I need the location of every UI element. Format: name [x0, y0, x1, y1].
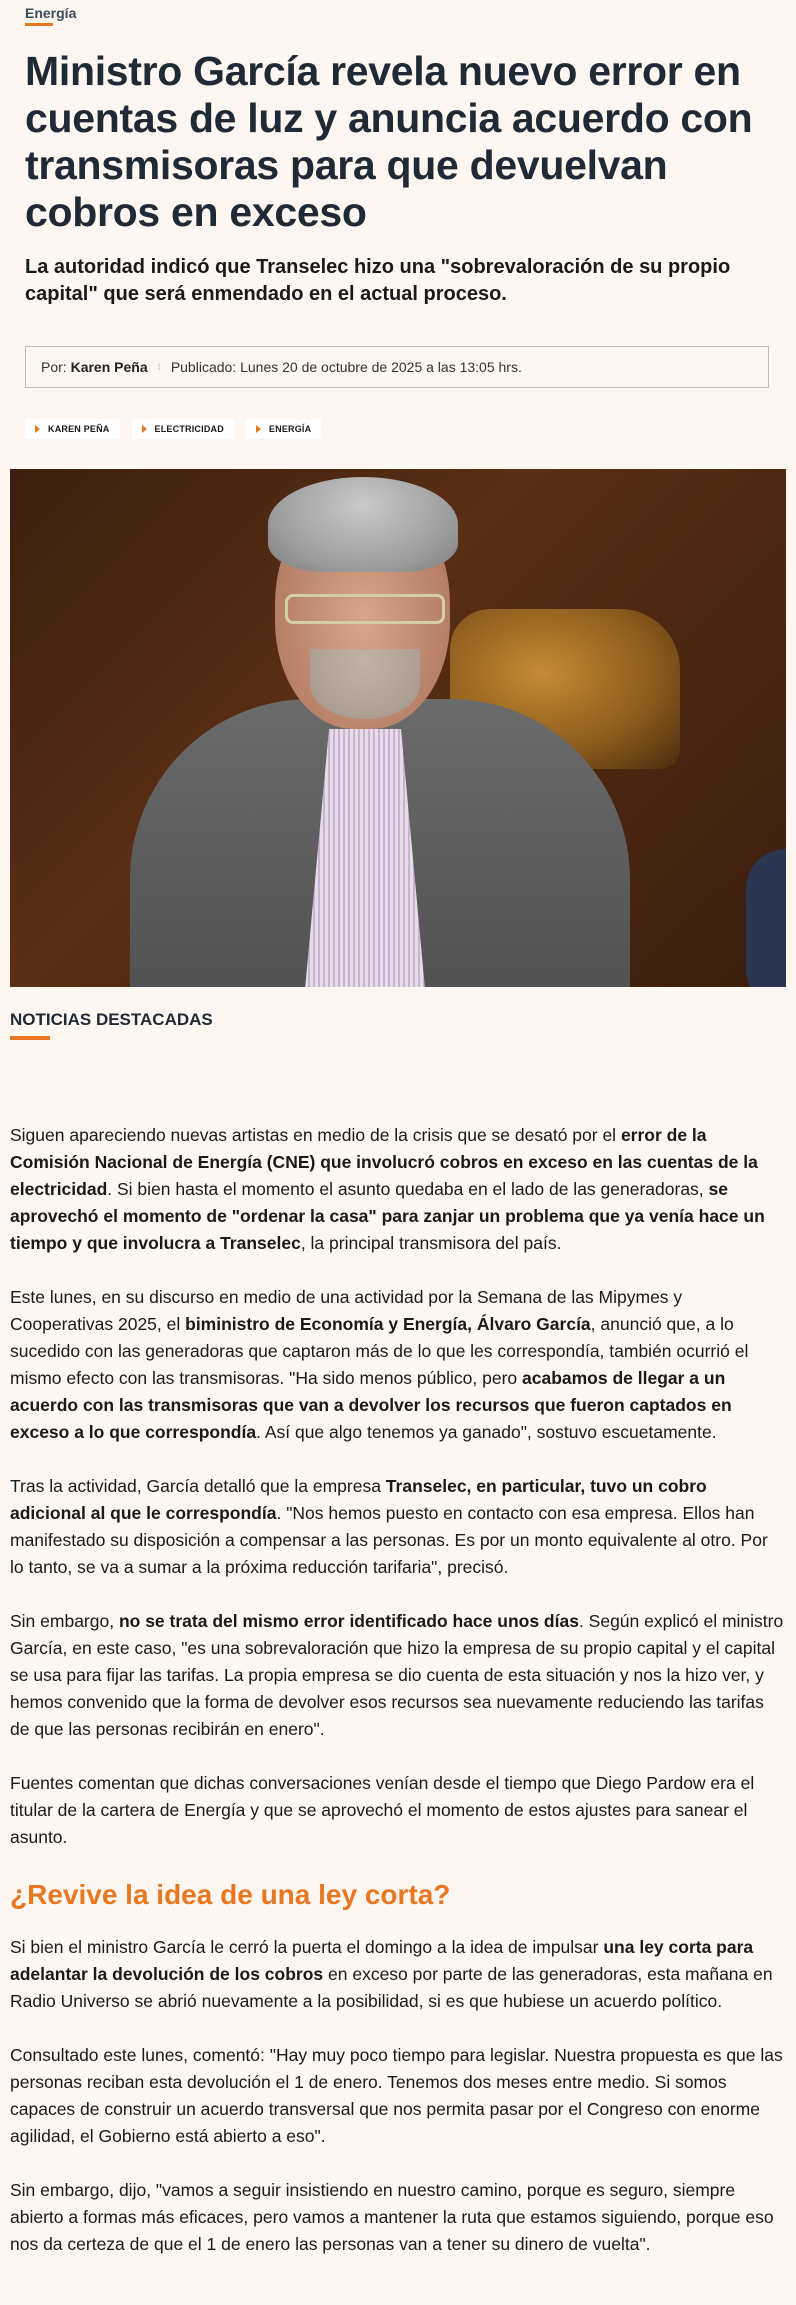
- tag-label: ENERGÍA: [268, 424, 312, 434]
- tag-arrow-icon: [256, 425, 261, 433]
- byline-separator: ⁝: [157, 361, 161, 373]
- text-run: Este lunes, en su discurso en medio de una actividad por la Semana de las Mipymes y Cooperativas 2025, el: [10, 1287, 683, 1334]
- byline: [25, 346, 769, 388]
- text-run: Fuentes comentan que dichas conversaciones venían desde el tiempo que Diego Pardow era el titular de la cartera de Energía y que se aprovechó el momento de estos ajustes para sanear el asunto.: [10, 1773, 755, 1847]
- author-name[interactable]: Karen Peña: [70, 359, 148, 375]
- article-body: [10, 1122, 786, 2285]
- text-run: Consultado este lunes, comentó: "Hay muy poco tiempo para legislar. Nuestra propuesta es que las personas reciban esta devolución el 1 de enero. Tenemos dos meses entre medio. Si somos capaces de construir un acuerdo transversal que nos permita pasar por el Congreso con enorme agilidad, el Gobierno está abierto a eso".: [10, 2045, 783, 2146]
- bold-text: error de la Comisión Nacional de Energía (CNE) que involucró cobros en exceso en las cuentas de la electricidad: [10, 1125, 758, 1199]
- text-run: Sin embargo, dijo, "vamos a seguir insistiendo en nuestro camino, porque es seguro, siempre abierto a formas más eficaces, pero vamos a mantener la ruta que estamos siguiendo, porque eso nos da certeza de que el 1 de enero las personas van a tener su dinero de vuelta".: [10, 2180, 774, 2254]
- tag-energia[interactable]: [246, 419, 321, 439]
- article-paragraph: [10, 1284, 786, 1446]
- photo-beard: [310, 649, 420, 719]
- article-paragraph: [10, 2042, 786, 2150]
- bold-text: una ley corta para adelantar la devolución de los cobros: [10, 1937, 754, 1984]
- article-paragraph: [10, 1122, 786, 1257]
- bold-text: biministro de Economía y Energía, Álvaro García: [185, 1314, 591, 1334]
- article-subheading: ¿Revive la idea de una ley corta?: [10, 1879, 451, 1910]
- article-paragraph: [10, 1473, 786, 1581]
- article-paragraph: [10, 1608, 786, 1743]
- text-run: Tras la actividad, García detalló que la empresa: [10, 1476, 386, 1496]
- byline-prefix: Por:: [41, 359, 67, 375]
- text-run: en exceso por parte de las generadoras, esta mañana en Radio Universo se abrió nuevamente a la posibilidad, si es que hubiese un acuerdo político.: [10, 1964, 773, 2011]
- photo-hair: [268, 477, 458, 572]
- text-run: . Según explicó el ministro García, en este caso, "es una sobrevaloración que hizo la empresa de su propio capital y el capital se usa para fijar las tarifas. La propia empresa se dio cuenta de esta situación y nos la hizo ver, y hemos convenido que la forma de devolver esos recursos sea nuevamente reduciendo las tarifas de que las personas recibirán en enero".: [10, 1611, 784, 1739]
- article-paragraph: [10, 1770, 786, 1851]
- photo-glasses: [285, 594, 445, 624]
- published-date: Publicado: Lunes 20 de octubre de 2025 a las 13:05 hrs.: [170, 359, 522, 375]
- bold-text: se aprovechó el momento de "ordenar la casa" para zanjar un problema que ya venía hace un tiempo y que involucra a Transelec: [10, 1179, 765, 1253]
- article-photo: [10, 469, 786, 987]
- tag-electricidad[interactable]: [132, 419, 234, 439]
- article-paragraph: [10, 2177, 786, 2258]
- bold-text: no se trata del mismo error identificado hace unos días: [118, 1611, 579, 1631]
- headline: Ministro García revela nuevo error en cuentas de luz y anuncia acuerdo con transmisoras para que devuelvan cobros en exceso: [25, 48, 753, 235]
- tag-author[interactable]: [25, 419, 120, 439]
- featured-news-heading: NOTICIAS DESTACADAS: [10, 1010, 213, 1040]
- subtitle: La autoridad indicó que Transelec hizo una "sobrevaloración de su propio capital" que será enmendado en el actual proceso.: [25, 256, 731, 305]
- text-run: Sin embargo,: [10, 1611, 119, 1631]
- tag-arrow-icon: [35, 425, 40, 433]
- text-run: , anunció que, a lo sucedido con las generadoras que captaron más de lo que les correspondía, también ocurrió el mismo efecto con las transmisoras. "Ha sido menos público, pero: [10, 1314, 749, 1388]
- article-paragraph: [10, 1934, 786, 2015]
- text-run: . Así que algo tenemos ya ganado", sostuvo escuetamente.: [256, 1422, 717, 1442]
- photo-background-figure: [746, 849, 786, 987]
- text-run: Si bien el ministro García le cerró la puerta el domingo a la idea de impulsar: [10, 1937, 604, 1957]
- tag-arrow-icon: [142, 425, 147, 433]
- text-run: , la principal transmisora del país.: [300, 1233, 562, 1253]
- text-run: . Si bien hasta el momento el asunto quedaba en el lado de las generadoras,: [107, 1179, 709, 1199]
- tag-label: ELECTRICIDAD: [154, 424, 224, 434]
- tag-label: KAREN PEÑA: [48, 424, 110, 434]
- text-run: . "Nos hemos puesto en contacto con esa empresa. Ellos han manifestado su disposición a compensar a las personas. Es por un monto equivalente al otro. Por lo tanto, se va a sumar a la próxima reducción tarifaria", precisó.: [10, 1503, 768, 1577]
- text-run: Siguen apareciendo nuevas artistas en medio de la crisis que se desató por el: [10, 1125, 621, 1145]
- bold-text: acabamos de llegar a un acuerdo con las transmisoras que van a devolver los recursos que fueron captados en exceso a lo que correspondía: [10, 1368, 732, 1442]
- section-label[interactable]: Energía: [25, 5, 76, 26]
- bold-text: Transelec, en particular, tuvo un cobro adicional al que le correspondía: [10, 1476, 707, 1523]
- tag-list: [25, 419, 321, 439]
